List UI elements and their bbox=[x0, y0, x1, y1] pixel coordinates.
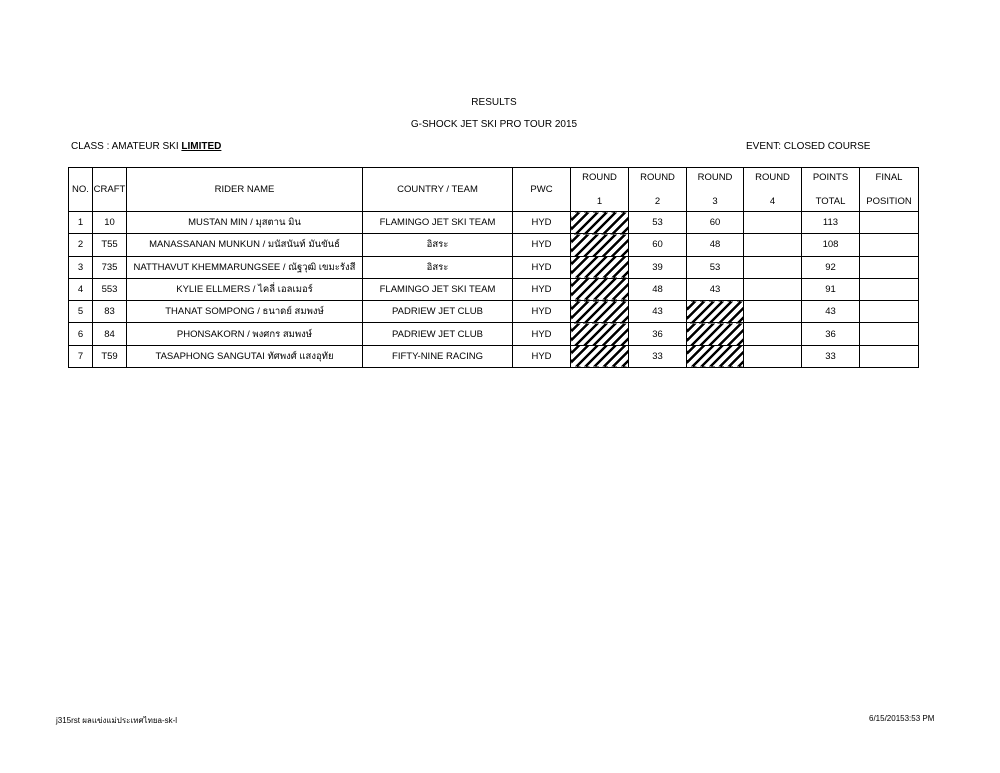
cell-rider-name: THANAT SOMPONG / ธนาดย์ สมพงษ์ bbox=[127, 301, 363, 323]
header-points-total: POINTS TOTAL bbox=[802, 168, 860, 212]
cell-final-position bbox=[860, 278, 919, 300]
cell-country-team: อิสระ bbox=[363, 234, 513, 256]
cell-round-3: 43 bbox=[687, 278, 744, 300]
cell-round-4 bbox=[744, 256, 802, 278]
header-round-4: ROUND 4 bbox=[744, 168, 802, 212]
footer-file-name: j315rst ผลแข่งแม่ประเทศไทยa-sk-l bbox=[56, 716, 178, 725]
cell-round-1-hatched bbox=[571, 234, 629, 256]
cell-points-total: 113 bbox=[802, 212, 860, 234]
cell-round-4 bbox=[744, 345, 802, 367]
cell-round-2: 43 bbox=[629, 301, 687, 323]
cell-round-2: 33 bbox=[629, 345, 687, 367]
header-rider-name: RIDER NAME bbox=[127, 168, 363, 212]
header-country-team: COUNTRY / TEAM bbox=[363, 168, 513, 212]
cell-points-total: 91 bbox=[802, 278, 860, 300]
cell-round-3-hatched bbox=[687, 323, 744, 345]
cell-final-position bbox=[860, 301, 919, 323]
cell-round-4 bbox=[744, 212, 802, 234]
table-row bbox=[69, 256, 919, 278]
cell-round-4 bbox=[744, 323, 802, 345]
cell-rider-name: PHONSAKORN / พงศกร สมพงษ์ bbox=[127, 323, 363, 345]
cell-rider-name: MUSTAN MIN / มุสตาน มิน bbox=[127, 212, 363, 234]
table-row bbox=[69, 234, 919, 256]
header-round-3: ROUND 3 bbox=[687, 168, 744, 212]
results-table bbox=[68, 167, 919, 368]
cell-country-team: อิสระ bbox=[363, 256, 513, 278]
cell-round-1-hatched bbox=[571, 301, 629, 323]
cell-round-2: 36 bbox=[629, 323, 687, 345]
footer-timestamp: 6/15/20153:53 PM bbox=[869, 714, 935, 723]
cell-round-2: 60 bbox=[629, 234, 687, 256]
header-row bbox=[69, 168, 919, 212]
cell-round-1-hatched bbox=[571, 323, 629, 345]
cell-pwc: HYD bbox=[513, 234, 571, 256]
cell-round-2: 39 bbox=[629, 256, 687, 278]
cell-round-3-hatched bbox=[687, 345, 744, 367]
cell-final-position bbox=[860, 345, 919, 367]
cell-round-1-hatched bbox=[571, 256, 629, 278]
cell-round-3-hatched bbox=[687, 301, 744, 323]
cell-pwc: HYD bbox=[513, 212, 571, 234]
cell-pwc: HYD bbox=[513, 256, 571, 278]
cell-country-team: PADRIEW JET CLUB bbox=[363, 301, 513, 323]
table-row bbox=[69, 278, 919, 300]
cell-craft: 84 bbox=[93, 323, 127, 345]
cell-rider-name: TASAPHONG SANGUTAI ทัศพงศ์ แสงอุทัย bbox=[127, 345, 363, 367]
cell-final-position bbox=[860, 323, 919, 345]
cell-country-team: PADRIEW JET CLUB bbox=[363, 323, 513, 345]
table-row bbox=[69, 323, 919, 345]
cell-round-4 bbox=[744, 301, 802, 323]
class-emphasis: LIMITED bbox=[181, 141, 222, 152]
cell-round-1-hatched bbox=[571, 212, 629, 234]
cell-rider-name: NATTHAVUT KHEMMARUNGSEE / ณัฐวุฒิ เขมะรังสี bbox=[127, 256, 363, 278]
cell-pwc: HYD bbox=[513, 345, 571, 367]
class-prefix: CLASS : AMATEUR SKI bbox=[71, 141, 179, 152]
cell-no: 7 bbox=[69, 345, 93, 367]
cell-points-total: 108 bbox=[802, 234, 860, 256]
event-series-title: G-SHOCK JET SKI PRO TOUR 2015 bbox=[410, 119, 578, 130]
cell-points-total: 36 bbox=[802, 323, 860, 345]
cell-craft: 83 bbox=[93, 301, 127, 323]
cell-round-1-hatched bbox=[571, 278, 629, 300]
cell-craft: T59 bbox=[93, 345, 127, 367]
cell-craft: 735 bbox=[93, 256, 127, 278]
cell-rider-name: KYLIE ELLMERS / ไคลี่ เอลเมอร์ bbox=[127, 278, 363, 300]
cell-final-position bbox=[860, 234, 919, 256]
cell-round-4 bbox=[744, 278, 802, 300]
header-pwc: PWC bbox=[513, 168, 571, 212]
cell-pwc: HYD bbox=[513, 278, 571, 300]
header-round-1: ROUND 1 bbox=[571, 168, 629, 212]
cell-no: 6 bbox=[69, 323, 93, 345]
cell-points-total: 92 bbox=[802, 256, 860, 278]
cell-round-2: 53 bbox=[629, 212, 687, 234]
cell-final-position bbox=[860, 212, 919, 234]
results-title: RESULTS bbox=[471, 97, 517, 108]
event-label: EVENT: CLOSED COURSE bbox=[746, 141, 871, 152]
cell-pwc: HYD bbox=[513, 301, 571, 323]
cell-country-team: FLAMINGO JET SKI TEAM bbox=[363, 278, 513, 300]
cell-final-position bbox=[860, 256, 919, 278]
header-craft: CRAFT bbox=[93, 168, 127, 212]
table-row bbox=[69, 301, 919, 323]
cell-country-team: FIFTY-NINE RACING bbox=[363, 345, 513, 367]
class-label bbox=[71, 141, 221, 152]
cell-craft: 10 bbox=[93, 212, 127, 234]
cell-round-4 bbox=[744, 234, 802, 256]
cell-country-team: FLAMINGO JET SKI TEAM bbox=[363, 212, 513, 234]
cell-pwc: HYD bbox=[513, 323, 571, 345]
cell-round-2: 48 bbox=[629, 278, 687, 300]
cell-rider-name: MANASSANAN MUNKUN / มนัสนันท์ มันขันธ์ bbox=[127, 234, 363, 256]
cell-round-3: 48 bbox=[687, 234, 744, 256]
cell-no: 2 bbox=[69, 234, 93, 256]
cell-no: 4 bbox=[69, 278, 93, 300]
table-row bbox=[69, 345, 919, 367]
cell-round-1-hatched bbox=[571, 345, 629, 367]
cell-no: 1 bbox=[69, 212, 93, 234]
cell-points-total: 43 bbox=[802, 301, 860, 323]
cell-round-3: 53 bbox=[687, 256, 744, 278]
cell-no: 5 bbox=[69, 301, 93, 323]
header-round-2: ROUND 2 bbox=[629, 168, 687, 212]
cell-no: 3 bbox=[69, 256, 93, 278]
cell-points-total: 33 bbox=[802, 345, 860, 367]
cell-craft: 553 bbox=[93, 278, 127, 300]
header-final-position: FINAL POSITION bbox=[860, 168, 919, 212]
table-row bbox=[69, 212, 919, 234]
header-no: NO. bbox=[69, 168, 93, 212]
cell-craft: T55 bbox=[93, 234, 127, 256]
cell-round-3: 60 bbox=[687, 212, 744, 234]
